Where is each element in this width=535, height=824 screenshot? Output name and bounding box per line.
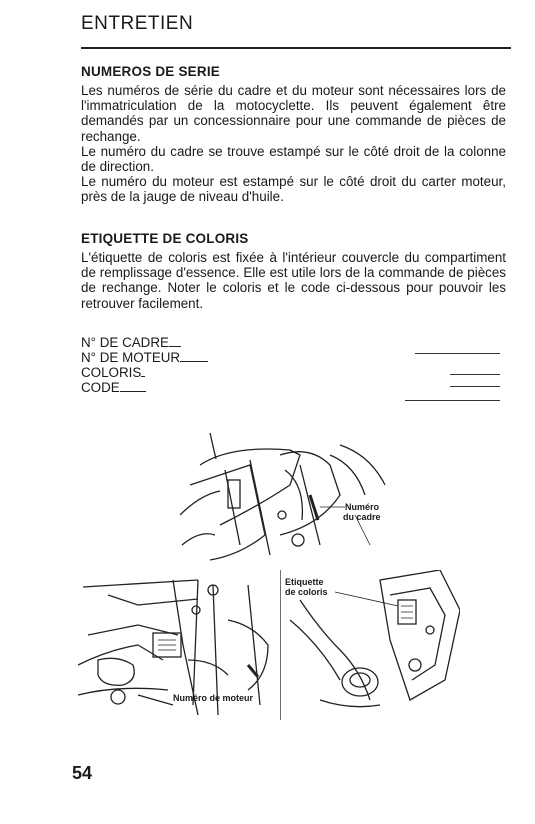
field-frame-label: N° DE CADRE <box>81 335 169 350</box>
field-engine-number <box>81 350 208 365</box>
header-divider <box>81 47 511 49</box>
fill-line-frame <box>415 353 500 354</box>
field-code <box>81 380 146 395</box>
page-number: 54 <box>72 763 93 783</box>
color-text-block <box>81 250 506 311</box>
serial-text-block <box>81 83 506 205</box>
engine-number-caption: Numéro de moteur <box>173 693 254 703</box>
field-code-label: CODE <box>81 380 120 395</box>
color-label-caption: Etiquette de coloris <box>285 577 328 597</box>
serial-paragraph-2: Le numéro du cadre se trouve estampé sur le côté droit de la colonne de direction. <box>81 143 506 175</box>
frame-number-illustration <box>180 425 390 565</box>
field-color-label: COLORIS <box>81 365 142 380</box>
fill-line-engine <box>450 374 500 375</box>
field-engine-label: N° DE MOTEUR <box>81 350 181 365</box>
field-color <box>81 365 145 380</box>
section-heading-color: ETIQUETTE DE COLORIS <box>81 231 249 246</box>
frame-number-caption: Numéro du cadre <box>343 502 381 522</box>
section-heading-serial: NUMEROS DE SERIE <box>81 64 220 79</box>
serial-paragraph-1: Les numéros de série du cadre et du moteur sont nécessaires lors de l'immatriculation de la motocyclette. Ils peuvent également être demandés par un concessionnaire pour une commande de pièces de rechange. <box>81 83 506 144</box>
page-title: ENTRETIEN <box>81 13 194 34</box>
color-paragraph: L'étiquette de coloris est fixée à l'intérieur couvercle du compartiment de remplissage d'essence. Elle est utile lors de la commande de pièces de rechange. Noter le coloris et le code ci-dessous pour pouvoir les retrouver facilement. <box>81 250 506 311</box>
field-frame-number <box>81 335 181 350</box>
fill-line-color <box>450 386 500 387</box>
serial-paragraph-3: Le numéro du moteur est estampé sur le côté droit du carter moteur, près de la jauge de niveau d'huile. <box>81 174 506 205</box>
fill-line-code <box>405 400 500 401</box>
